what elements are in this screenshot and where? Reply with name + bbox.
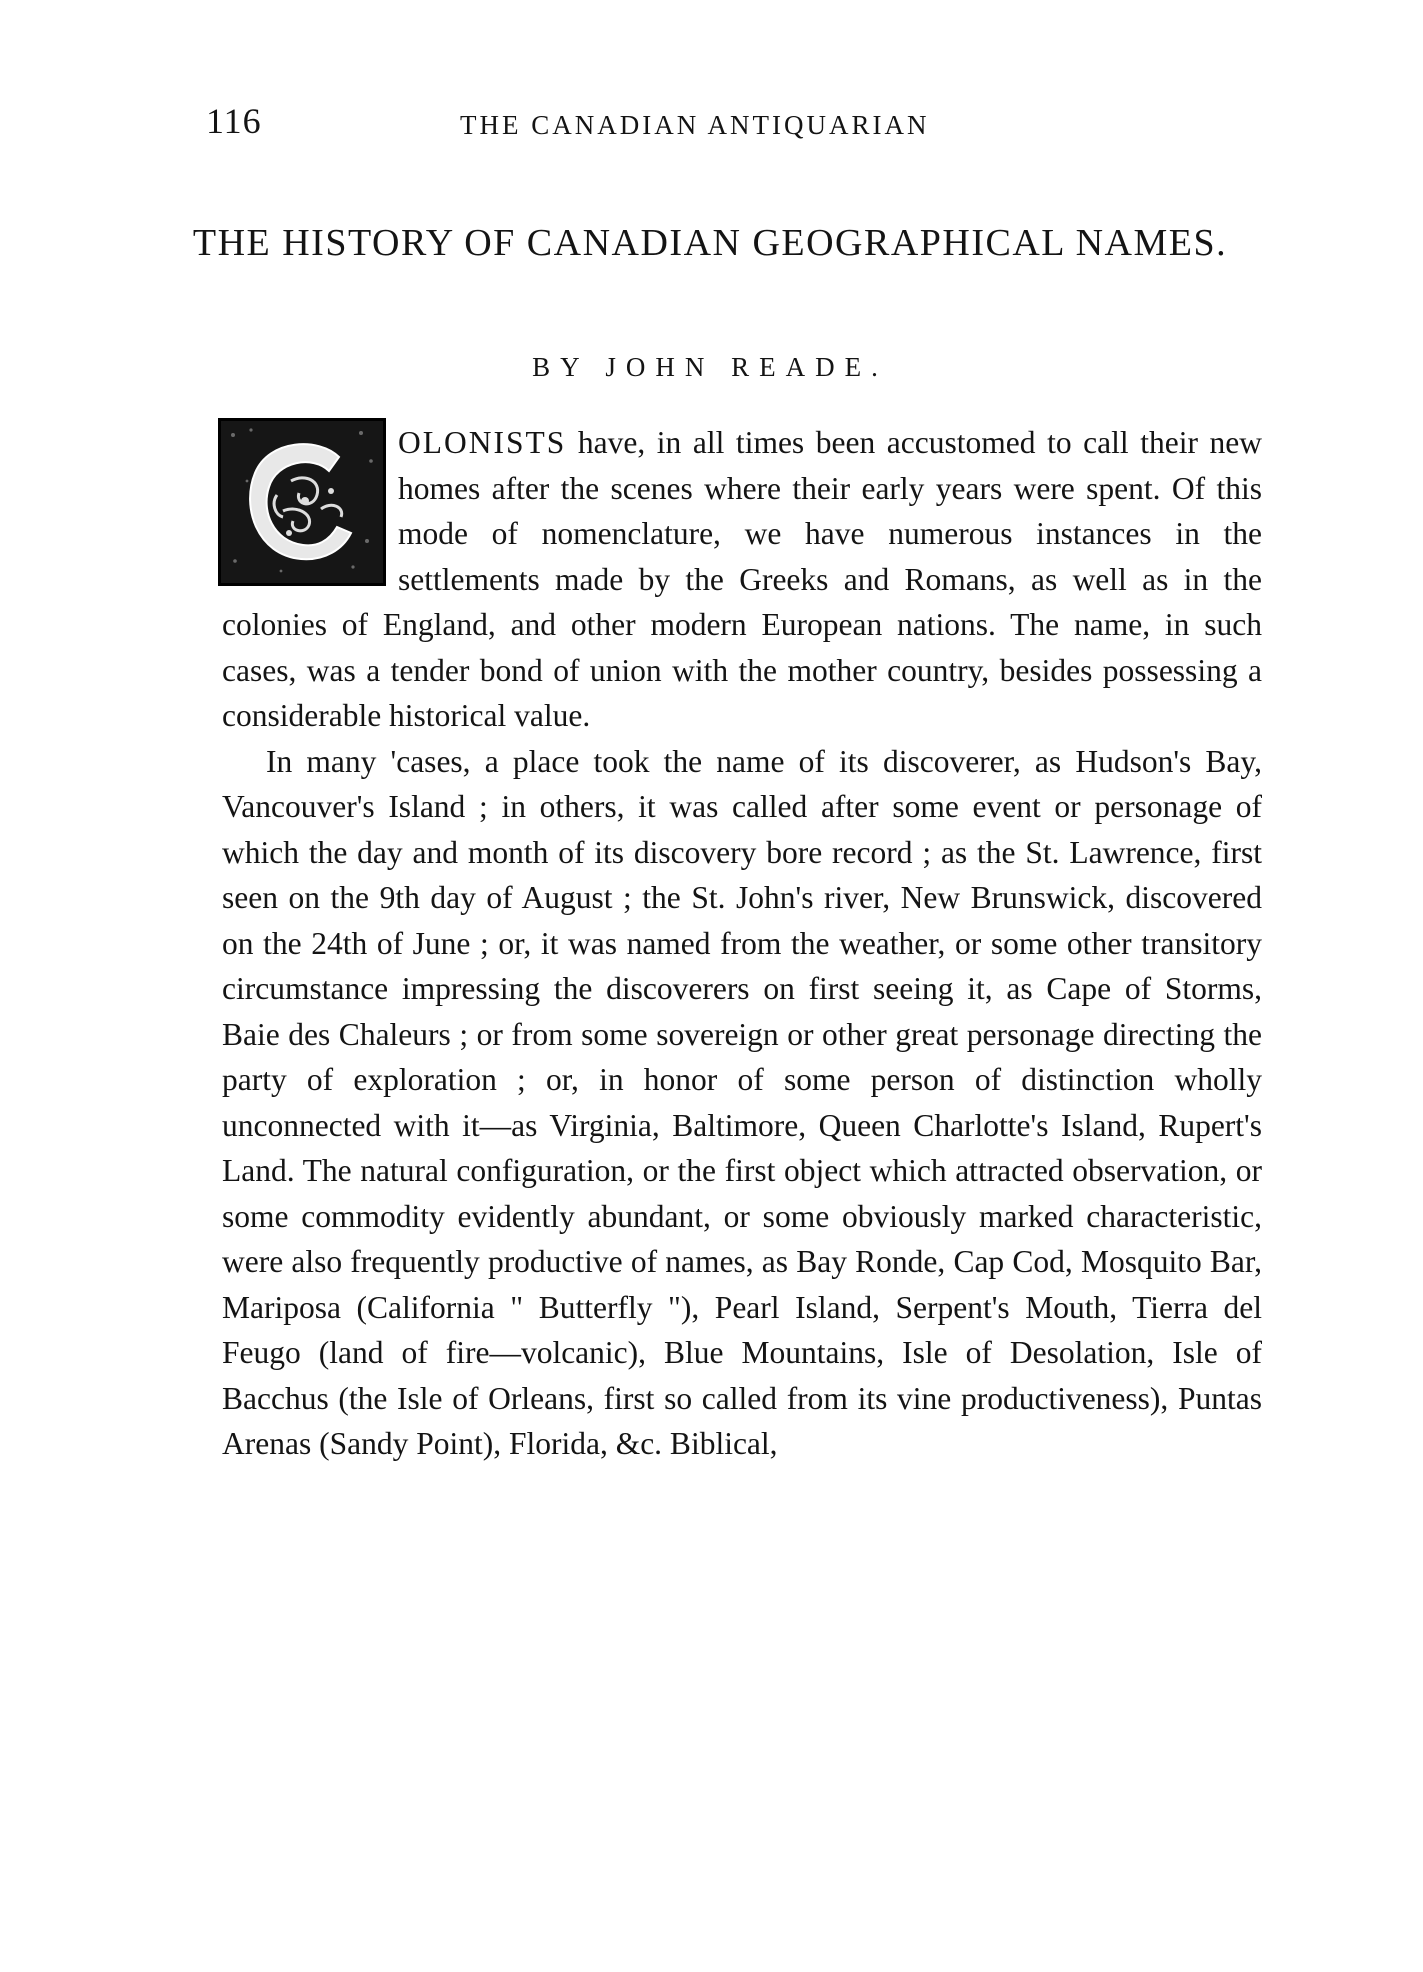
lead-word: OLONISTS (398, 425, 567, 460)
article-title: THE HISTORY OF CANADIAN GEOGRAPHICAL NAMES. (192, 222, 1228, 264)
running-head (200, 100, 1040, 150)
byline: BY JOHN READE. (532, 352, 888, 382)
paragraph: In many 'cases, a place took the name of its discoverer, as Hudson's Bay, Vancouver's Island ; in others, it was called after some event or personage of which the day and month of its discovery bore record ; as the St. Lawrence, first seen on the 9th day of August ; the St. John's river, New Brunswick, discovered on the 24th of June ; or, it was named from the weather, or some other transitory circumstance impressing the discoverers on first seeing it, as Cape of Storms, Baie des Chaleurs ; or from some sovereign or other great personage directing the party of exploration ; or, in honor of some person of distinction wholly unconnected with it—as Virginia, Baltimore, Queen Charlotte's Island, Rupert's Land. The natural configuration, or the first object which attracted observation, or some commodity evidently abundant, or some obviously marked characteristic, were also frequently productive of names, as Bay Ronde, Cap Cod, Mosquito Bar, Mariposa (California " Butterfly "), Pearl Island, Serpent's Mouth, Tierra del Feugo (land of fire—volcanic), Blue Mountains, Isle of Desolation, Isle of Bacchus (the Isle of Orleans, first so called from its vine productiveness), Puntas Arenas (Sandy Point), Florida, &c. Biblical, (222, 743, 1262, 1461)
journal-title: THE CANADIAN ANTIQUARIAN (460, 110, 930, 140)
paragraph-text: have, in all times been accustomed to call their new homes after the scenes where their early years were spent. Of this mode of nomenclature, we have numerous instances in the settlements made by the Greeks and Romans, as well as in the colonies of England, and other modern European nations. The name, in such cases, was a tender bond of union with the mother country, besides possessing a considerable historical value. (222, 425, 1263, 733)
article-body (222, 420, 1262, 1467)
page-number: 116 (206, 101, 262, 141)
paragraph (222, 420, 1262, 739)
